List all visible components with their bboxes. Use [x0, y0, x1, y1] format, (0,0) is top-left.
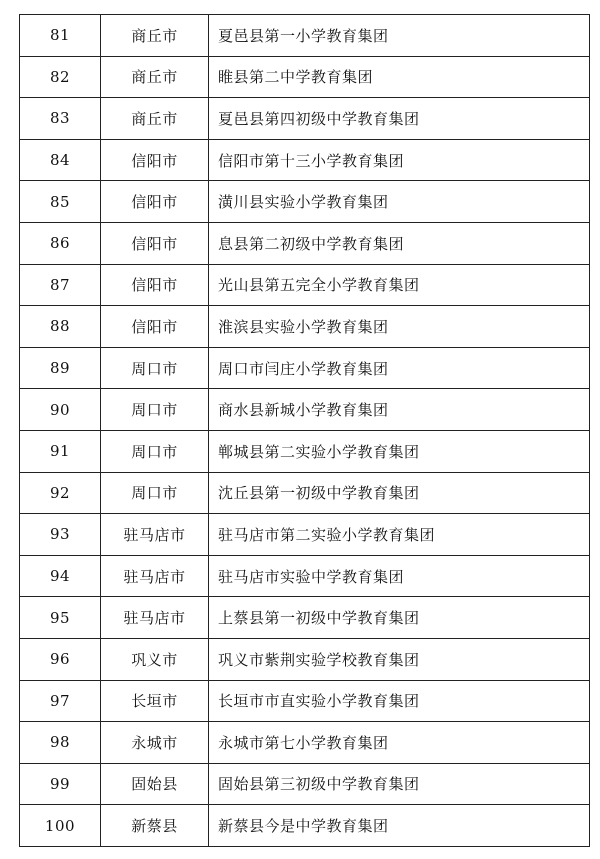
- school-group-name-cell: 光山县第五完全小学教育集团: [209, 264, 590, 306]
- city-cell: 信阳市: [101, 306, 209, 348]
- table-row: [20, 181, 590, 223]
- city-cell: 周口市: [101, 347, 209, 389]
- row-number-cell: 87: [20, 264, 101, 306]
- table-row: [20, 98, 590, 140]
- school-group-name-cell: 上蔡县第一初级中学教育集团: [209, 597, 590, 639]
- table-row: [20, 15, 590, 57]
- school-group-name-cell: 沈丘县第一初级中学教育集团: [209, 472, 590, 514]
- table-row: [20, 56, 590, 98]
- city-cell: 商丘市: [101, 56, 209, 98]
- city-cell: 周口市: [101, 430, 209, 472]
- row-number-cell: 96: [20, 638, 101, 680]
- row-number-cell: 93: [20, 514, 101, 556]
- row-number-cell: 91: [20, 430, 101, 472]
- city-cell: 驻马店市: [101, 597, 209, 639]
- city-cell: 信阳市: [101, 264, 209, 306]
- school-group-name-cell: 驻马店市实验中学教育集团: [209, 555, 590, 597]
- row-number-cell: 98: [20, 722, 101, 764]
- row-number-cell: 83: [20, 98, 101, 140]
- city-cell: 商丘市: [101, 15, 209, 57]
- city-cell: 周口市: [101, 472, 209, 514]
- table-row: [20, 222, 590, 264]
- row-number-cell: 95: [20, 597, 101, 639]
- city-cell: 长垣市: [101, 680, 209, 722]
- school-group-name-cell: 长垣市市直实验小学教育集团: [209, 680, 590, 722]
- city-cell: 新蔡县: [101, 805, 209, 847]
- table-row: [20, 555, 590, 597]
- city-cell: 商丘市: [101, 98, 209, 140]
- school-group-name-cell: 夏邑县第一小学教育集团: [209, 15, 590, 57]
- school-group-name-cell: 永城市第七小学教育集团: [209, 722, 590, 764]
- table-row: [20, 597, 590, 639]
- row-number-cell: 92: [20, 472, 101, 514]
- school-group-name-cell: 潢川县实验小学教育集团: [209, 181, 590, 223]
- table-row: [20, 680, 590, 722]
- city-cell: 信阳市: [101, 181, 209, 223]
- school-group-name-cell: 固始县第三初级中学教育集团: [209, 763, 590, 805]
- table-row: [20, 306, 590, 348]
- row-number-cell: 86: [20, 222, 101, 264]
- table-body: [20, 15, 590, 847]
- school-group-name-cell: 新蔡县今是中学教育集团: [209, 805, 590, 847]
- city-cell: 驻马店市: [101, 514, 209, 556]
- city-cell: 驻马店市: [101, 555, 209, 597]
- row-number-cell: 100: [20, 805, 101, 847]
- row-number-cell: 89: [20, 347, 101, 389]
- table-row: [20, 264, 590, 306]
- row-number-cell: 84: [20, 139, 101, 181]
- city-cell: 巩义市: [101, 638, 209, 680]
- school-group-name-cell: 驻马店市第二实验小学教育集团: [209, 514, 590, 556]
- table-row: [20, 805, 590, 847]
- education-group-table-container: [19, 14, 590, 847]
- school-group-name-cell: 信阳市第十三小学教育集团: [209, 139, 590, 181]
- row-number-cell: 88: [20, 306, 101, 348]
- school-group-name-cell: 睢县第二中学教育集团: [209, 56, 590, 98]
- school-group-name-cell: 息县第二初级中学教育集团: [209, 222, 590, 264]
- table-row: [20, 430, 590, 472]
- school-group-name-cell: 巩义市紫荆实验学校教育集团: [209, 638, 590, 680]
- table-row: [20, 389, 590, 431]
- city-cell: 信阳市: [101, 222, 209, 264]
- row-number-cell: 90: [20, 389, 101, 431]
- school-group-name-cell: 夏邑县第四初级中学教育集团: [209, 98, 590, 140]
- city-cell: 信阳市: [101, 139, 209, 181]
- school-group-name-cell: 郸城县第二实验小学教育集团: [209, 430, 590, 472]
- table-row: [20, 638, 590, 680]
- school-group-name-cell: 商水县新城小学教育集团: [209, 389, 590, 431]
- table-row: [20, 472, 590, 514]
- table-row: [20, 514, 590, 556]
- education-group-table: [19, 14, 590, 847]
- table-row: [20, 139, 590, 181]
- table-row: [20, 347, 590, 389]
- row-number-cell: 97: [20, 680, 101, 722]
- row-number-cell: 82: [20, 56, 101, 98]
- city-cell: 永城市: [101, 722, 209, 764]
- city-cell: 固始县: [101, 763, 209, 805]
- row-number-cell: 94: [20, 555, 101, 597]
- city-cell: 周口市: [101, 389, 209, 431]
- school-group-name-cell: 淮滨县实验小学教育集团: [209, 306, 590, 348]
- table-row: [20, 722, 590, 764]
- school-group-name-cell: 周口市闫庄小学教育集团: [209, 347, 590, 389]
- row-number-cell: 81: [20, 15, 101, 57]
- row-number-cell: 85: [20, 181, 101, 223]
- table-row: [20, 763, 590, 805]
- row-number-cell: 99: [20, 763, 101, 805]
